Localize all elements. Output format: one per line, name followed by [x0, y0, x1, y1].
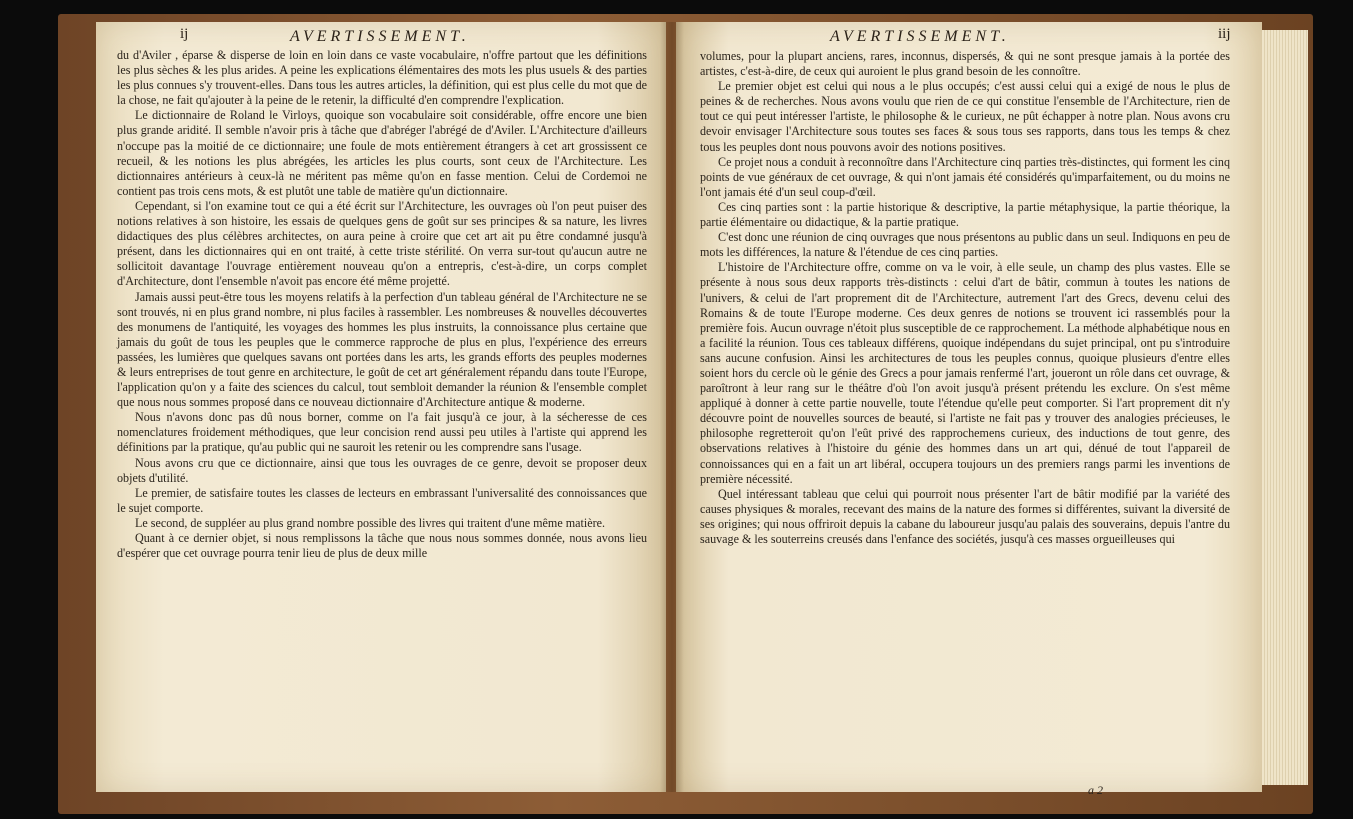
right-page-number: iij — [1218, 26, 1231, 42]
paragraph: L'histoire de l'Architecture offre, comme on va le voir, à elle seule, un champ des plus vastes. Elle se présente à nous sous deux rapports très-distincts : celui d'art de bâtir, commun à toutes les nations de l'univers, & celui de l'art proprement dit de l'Architecture, autrement l'art des Grecs, devenu celui des Romains & de toute l'Europe moderne. Ces deux genres de notions se trouvent ici rassemblés pour la première fois. Aucun ouvrage n'étoit plus susceptible de ce rapprochement. La méthode alphabétique nous en a facilité la réunion. Tous ces tableaux différens, quoique indépendans du sujet principal, ont pu s'introduire sans aucune confusion. Ainsi les architectures de tous les peuples connus, quoique plusieurs d'entre elles soient hors du cercle où le génie des Grecs a pour jamais renfermé l'art, joueront un rôle dans cet ouvrage, & paroîtront à leur rang sur le théâtre d'où l'on avoit jusqu'à présent prétendu les exclure. On s'est même appliqué à donner à cette partie nouvelle, toute l'étendue qu'elle peut comporter. Si l'art proprement dit n'y découvre point de nouvelles sources de beauté, si l'artiste ne fait pas y trouver des analogies précieuses, le philosophe regretteroit qu'on l'eût privé des rapprochemens curieux, des inductions de tout genre, des observations relatives à l'histoire du génie des hommes dans un art qui, dénué de tout l'appareil de connoissances qui en a fait un art libéral, occupera toujours un des premiers rangs parmi les inventions de première nécessité. — [700, 260, 1230, 486]
paragraph: du d'Aviler , éparse & disperse de loin en loin dans ce vaste vocabulaire, n'offre partout que les définitions les plus sèches & les plus arides. A peine les explications élémentaires des mots les plus usuels & des parties les plus connues s'y trouvent-elles. Dans tous les autres articles, la définition, qui est plus celle du mot que de la chose, ne fait qu'ajouter à la peine de le retenir, la difficulté d'en comprendre l'explication. — [117, 48, 647, 108]
left-page-header: AVERTISSEMENT. — [290, 28, 470, 45]
left-page-number: ij — [180, 26, 189, 42]
paragraph: Ce projet nous a conduit à reconnoître dans l'Architecture cinq parties très-distinctes, qui forment les cinq points de vue généraux de cet ouvrage, & qui n'ont jamais été considérés qu'imparfaitement, ou du moins ne l'ont jamais été d'un seul coup-d'œil. — [700, 154, 1230, 199]
right-page-header: AVERTISSEMENT. — [830, 28, 1010, 45]
paragraph: Le premier objet est celui qui nous a le plus occupés; c'est aussi celui qui a exigé de nous le plus de peines & de recherches. Nous avons voulu que rien de ce qui constitue l'ensemble de l'Architecture, rien de tout ce qui peut intéresser l'artiste, le philosophe & le curieux, ne pût échapper à notre plan. Nous avons cru devoir envisager l'Architecture sous toutes ses faces & sous tous ses rapports, dans tous les temps & chez tous les peuples dont nous pouvons avoir des notions positives. — [700, 79, 1230, 154]
right-page-text — [700, 49, 1230, 547]
paragraph: Cependant, si l'on examine tout ce qui a été écrit sur l'Architecture, les ouvrages où l'on peut puiser des notions relatives à son histoire, les essais de quelques gens de goût sur ses principes & sa nature, les livres didactiques des plus célèbres architectes, on aura peine à croire que cet art ait pu être condamné jusqu'à présent, dans les dictionnaires qui en ont traité, à cette triste stérilité. On verra sur-tout qu'aucun autre ne sollicitoit davantage l'ouvrage entièrement nouveau qu'on a entrepris, c'est-à-dire, un corps complet d'Architecture, dont l'ensemble n'avoit pas encore été même projetté. — [117, 198, 647, 289]
paragraph: Quant à ce dernier objet, si nous remplissons la tâche que nous nous sommes donnée, nous avons lieu d'espérer que cet ouvrage pourra tenir lieu de plus de deux mille — [117, 531, 647, 561]
paragraph: Le dictionnaire de Roland le Virloys, quoique son vocabulaire soit considérable, offre encore une bien plus grande aridité. Il semble n'avoir pris à tâche que d'abréger l'abrégé de d'Aviler. L'Architecture d'ailleurs n'occupe pas la moitié de ce dictionnaire; une foule de mots entièrement étrangers à cet art grossissent ce recueil, & les notions les plus abrégées, les articles les plus courts, sont ceux de l'Architecture. Les dictionnaires antérieurs à ceux-là ne méritent pas même qu'on en fasse mention. Celui de Cordemoi ne contient pas trois cens mots, & est plutôt une table de matière qu'un dictionnaire. — [117, 108, 647, 198]
paragraph: Nous n'avons donc pas dû nous borner, comme on l'a fait jusqu'à ce jour, à la sécheresse de ces nomenclatures froidement méthodiques, que leur concision rend aussi peu utiles à l'artiste qui apprend les définitions par la pratique, qu'au public qui ne sauroit les retenir ou les comprendre sans l'usage. — [117, 410, 647, 455]
book-gutter — [660, 22, 684, 792]
paragraph: Jamais aussi peut-être tous les moyens relatifs à la perfection d'un tableau général de l'Architecture ne se sont trouvés, ni en plus grand nombre, ni plus faciles à rassembler. Les nombreuses & nouvelles découvertes des monumens de l'antiquité, les voyages des hommes les plus instruits, la connoissance plus certaine que jamais du goût de tous les peuples que le commerce rapproche de plus en plus, l'expérience des erreurs passées, les lumières que quelques savans ont portées dans les arts, les grands efforts des peuples modernes & leurs entreprises de tout genre en architecture, le goût de cet art généralement répandu dans toute l'Europe, l'application qu'on y a faite des sciences du calcul, tout sembloit demander la réunion & l'ensemble complet que nous nous sommes proposé dans ce nouveau dictionnaire d'Architecture antique & moderne. — [117, 289, 647, 410]
paragraph: Nous avons cru que ce dictionnaire, ainsi que tous les ouvrages de ce genre, devoit se proposer deux objets d'utilité. — [117, 455, 647, 485]
left-page-text — [117, 48, 647, 561]
page-edges — [1262, 30, 1308, 785]
paragraph: Le second, de suppléer au plus grand nombre possible des livres qui traitent d'une même matière. — [135, 515, 606, 530]
paragraph: Quel intéressant tableau que celui qui pourroit nous présenter l'art de bâtir modifié par la variété des causes physiques & morales, recevant des mains de la nature des formes si différentes, suivant la diversité de ses origines; qui nous offriroit depuis la cabane du laboureur jusqu'au palais des souverains, depuis l'antre du sauvage & les souterreins creusés dans l'enfance des sociétés, jusqu'à ces masses orgueilleuses qui — [700, 486, 1230, 546]
paragraph: Ces cinq parties sont : la partie historique & descriptive, la partie métaphysique, la partie théorique, la partie élémentaire ou didactique, & la partie pratique. — [700, 199, 1230, 230]
paragraph: C'est donc une réunion de cinq ouvrages que nous présentons au public dans un seul. Indiquons en peu de mots les différences, la nature & l'étendue de ces cinq parties. — [700, 230, 1230, 260]
signature-mark: a 2 — [1088, 783, 1103, 797]
paragraph: volumes, pour la plupart anciens, rares, inconnus, dispersés, & qui ne sont presque jamais à la portée des artistes, c'est-à-dire, de ceux qui auroient le plus grand besoin de les connoître. — [700, 49, 1230, 79]
paragraph: Le premier, de satisfaire toutes les classes de lecteurs en embrassant l'universalité des connoissances que le sujet comporte. — [117, 485, 647, 515]
